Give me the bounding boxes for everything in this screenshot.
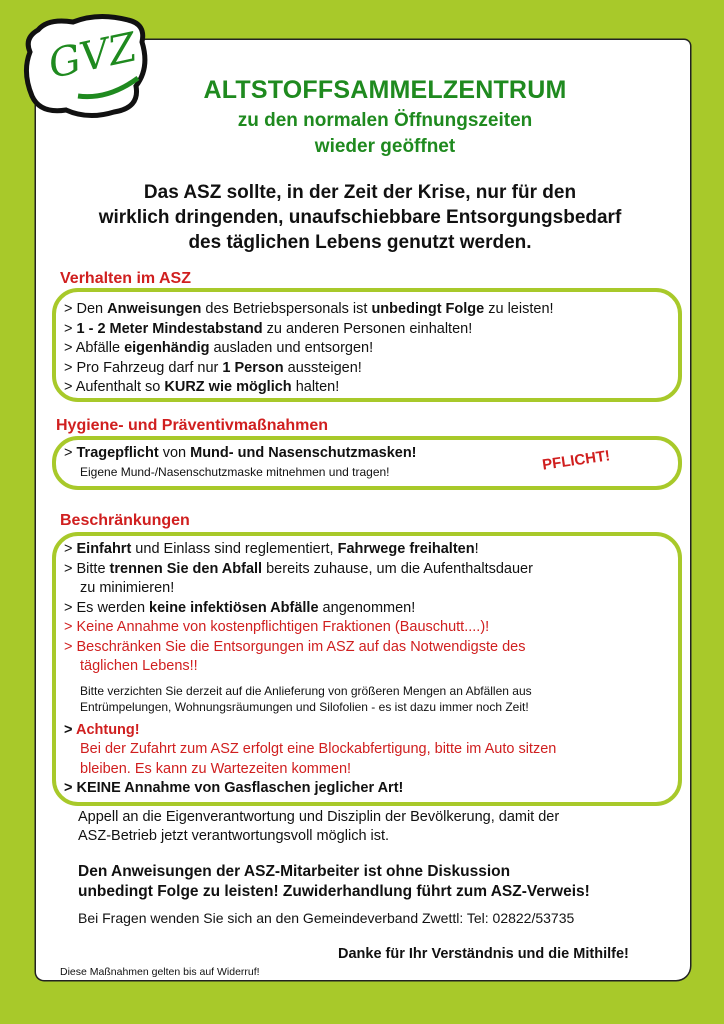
note-line-1: Bitte verzichten Sie derzeit auf die Anlieferung von größeren Mengen an Abfällen aus: [80, 683, 532, 698]
list-item: > Tragepflicht von Mund- und Nasenschutzmasken!: [64, 445, 417, 461]
list-item: > Aufenthalt so KURZ wie möglich halten!: [64, 379, 340, 395]
pflicht-stamp: PFLICHT!: [541, 447, 612, 474]
list-item-continued: zu minimieren!: [80, 580, 175, 596]
logo-text: GVZ: [44, 24, 141, 88]
note-line-2: Entrümpelungen, Wohnungsräumungen und Silofolien - es ist dazu immer noch Zeit!: [80, 699, 529, 714]
verhalten-list: [64, 300, 554, 398]
hygiene-list: [64, 444, 417, 480]
list-item: > Es werden keine infektiösen Abfälle angenommen!: [64, 599, 416, 616]
list-item: > Abfälle eigenhändig ausladen und entsorgen!: [64, 340, 374, 356]
intro-text: [60, 180, 660, 255]
list-item: > KEINE Annahme von Gasflaschen jeglicher Art!: [64, 780, 404, 796]
subtitle-line-2: wieder geöffnet: [314, 136, 456, 157]
staff-warning: [78, 862, 668, 902]
section-heading-verhalten: Verhalten im ASZ: [60, 270, 191, 287]
subtitle-line-1: zu den normalen Öffnungszeiten: [237, 110, 533, 131]
beschraenkungen-box: [52, 532, 682, 806]
page-subtitle: [150, 108, 620, 160]
beschraenkungen-list: [64, 540, 556, 799]
intro-line-1: Das ASZ sollte, in der Zeit der Krise, nur für den: [143, 182, 577, 203]
list-item: > Pro Fahrzeug darf nur 1 Person aussteigen!: [64, 359, 362, 376]
footer-note: Diese Maßnahmen gelten bis auf Widerruf!: [60, 966, 260, 978]
warning-line-2: unbedingt Folge zu leisten! Zuwiderhandlung führt zum ASZ-Verweis!: [78, 883, 590, 900]
warning-line-1: Den Anweisungen der ASZ-Mitarbeiter ist ohne Diskussion: [78, 863, 511, 880]
appeal-line-2: ASZ-Betrieb jetzt verantwortungsvoll möglich ist.: [78, 828, 390, 844]
section-heading-beschraenkungen: Beschränkungen: [60, 512, 190, 529]
intro-line-2: wirklich dringenden, unaufschiebbare Entsorgungsbedarf: [98, 207, 622, 228]
list-item: > Einfahrt und Einlass sind reglementiert, Fahrwege freihalten!: [64, 541, 479, 557]
list-item-continued: täglichen Lebens!!: [80, 658, 198, 674]
list-item: > Keine Annahme von kostenpflichtigen Fraktionen (Bauschutt....)!: [64, 619, 490, 635]
list-item: > Beschränken Sie die Entsorgungen im ASZ auf das Notwendigste des: [64, 638, 526, 655]
warning-line-2: bleiben. Es kann zu Wartezeiten kommen!: [80, 760, 352, 777]
gvz-logo: [18, 8, 158, 120]
appeal-text: [78, 808, 638, 846]
verhalten-box: [52, 288, 682, 402]
thanks-text: Danke für Ihr Verständnis und die Mithilfe!: [338, 946, 629, 962]
page-title: ALTSTOFFSAMMELZENTRUM: [203, 76, 567, 104]
intro-line-3: des täglichen Lebens genutzt werden.: [188, 232, 532, 253]
hygiene-note: Eigene Mund-/Nasenschutzmaske mitnehmen und tragen!: [80, 464, 390, 479]
contact-info: Bei Fragen wenden Sie sich an den Gemeindeverband Zwettl: Tel: 02822/53735: [78, 910, 575, 926]
warning-line-1: Bei der Zufahrt zum ASZ erfolgt eine Blockabfertigung, bitte im Auto sitzen: [80, 741, 557, 757]
list-item: > Den Anweisungen des Betriebspersonals ist unbedingt Folge zu leisten!: [64, 301, 554, 317]
appeal-line-1: Appell an die Eigenverantwortung und Disziplin der Bevölkerung, damit der: [78, 809, 560, 825]
section-heading-hygiene: Hygiene- und Präventivmaßnahmen: [56, 417, 329, 434]
list-item: > Achtung!: [64, 721, 140, 738]
list-item: > Bitte trennen Sie den Abfall bereits zuhause, um die Aufenthaltsdauer: [64, 560, 533, 577]
list-item: > 1 - 2 Meter Mindestabstand zu anderen Personen einhalten!: [64, 320, 473, 337]
